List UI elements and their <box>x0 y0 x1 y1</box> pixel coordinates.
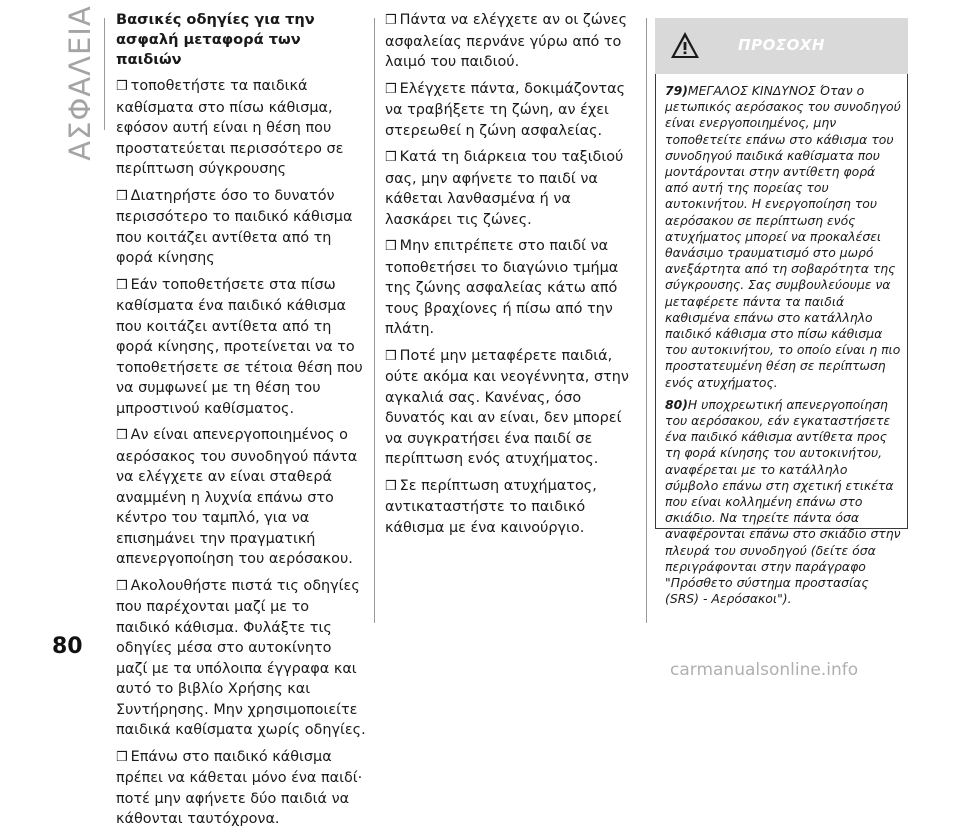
list-item <box>385 10 640 73</box>
list-item-text: Σε περίπτωση ατυχήματος, αντικαταστήστε το παιδικό κάθισμα με ένα καινούργιο. <box>385 477 597 536</box>
section-tab <box>62 5 98 161</box>
list-item <box>116 76 366 180</box>
checkbox-bullet-icon: ❒ <box>116 428 128 443</box>
checkbox-bullet-icon: ❒ <box>116 749 128 765</box>
list-item-text: Πάντα να ελέγχετε αν οι ζώνες ασφαλείας περνάνε γύρω από το λαιμό του παιδιού. <box>385 12 628 70</box>
list-item-text: Διατηρήστε όσο το δυνατόν περισσότερο το παιδικό κάθισμα που κοιτάζει αντίθετα από τη φορά κίνησης <box>116 187 353 266</box>
list-item-text: Ελέγχετε πάντα, δοκιμάζοντας να τραβήξετε τη ζώνη, αν έχει στερεωθεί η ζώνη ασφαλείας. <box>385 80 626 139</box>
checkbox-bullet-icon: ❒ <box>116 79 128 94</box>
column-2 <box>385 10 640 544</box>
column-1 <box>116 10 366 836</box>
checkbox-bullet-icon: ❒ <box>385 478 397 494</box>
list-item-text: Ακολουθήστε πιστά τις οδηγίες που παρέχονται μαζί με το παιδικό κάθισμα. Φυλάξτε τις οδηγίες μέσα στο αυτοκίνητο μαζί με τα υπόλοιπα έγγραφα και αυτό το βιβλίο Χρήσης και Συντήρησης. Μην χρησιμοποιείτε παιδικά καθίσματα χωρίς οδηγίες. <box>116 577 366 738</box>
warning-box <box>655 18 908 607</box>
note-text: Η υποχρεωτική απενεργοποίηση του αερόσακου, εάν εγκαταστήσετε ένα παιδικό κάθισμα αντίθετα προς τη φορά κίνησης του αυτοκινήτου, αναφέρεται με το κατάλληλο σύμβολο επάνω στη σχετική ετικέτα που είναι κολλημένη επάνω στο σκιάδιο. Να τηρείτε πάντα όσα αναφέρονται επάνω στο σκιάδιο στην πλευρά του συνοδηγού (δείτε όσα περιγράφονται στην παράγραφο "Πρόσθετο σύστημα προστασίας (SRS) - Αερόσακοι"). <box>665 396 901 607</box>
list-item <box>385 79 640 142</box>
section-label: ΑΣΦΑΛΕΙΑ <box>63 5 97 161</box>
footer-watermark: carmanualsonline.info <box>670 660 859 680</box>
checkbox-bullet-icon: ❒ <box>385 13 397 28</box>
list-item-text: τοποθετήστε τα παιδικά καθίσματα στο πίσω κάθισμα, εφόσον αυτή είναι η θέση που προστατεύεται περισσότερο σε περίπτωση σύγκρουσης <box>116 78 344 177</box>
column-divider <box>646 18 647 623</box>
checkbox-bullet-icon: ❒ <box>385 348 397 364</box>
checkbox-bullet-icon: ❒ <box>116 188 128 204</box>
list-item <box>116 576 366 741</box>
list-item <box>385 236 640 340</box>
warning-note <box>665 83 901 391</box>
side-divider <box>104 18 105 130</box>
warning-header <box>655 18 908 74</box>
checkbox-bullet-icon: ❒ <box>385 239 397 254</box>
list-item <box>385 346 640 470</box>
column-divider <box>374 18 375 623</box>
page-number: 80 <box>52 634 83 659</box>
section-heading: Βασικές οδηγίες για την ασφαλή μεταφορά των παιδιών <box>116 11 315 68</box>
list-item-text: Επάνω στο παιδικό κάθισμα πρέπει να κάθεται μόνο ένα παιδί· ποτέ μην αφήνετε δύο παιδιά να κάθονται ταυτόχρονα. <box>116 748 363 827</box>
warning-body <box>655 74 908 607</box>
note-number: 79) <box>665 83 688 98</box>
list-item-text: Ποτέ μην μεταφέρετε παιδιά, ούτε ακόμα και νεογέννητα, στην αγκαλιά σας. Κανένας, όσο δυνατός και αν είναι, δεν μπορεί να συγκρατήσει ένα παιδί σε περίπτωση ενός ατυχήματος. <box>385 347 629 467</box>
list-item <box>385 147 640 230</box>
warning-note <box>665 397 901 608</box>
list-item <box>116 747 366 830</box>
checkbox-bullet-icon: ❒ <box>385 81 397 97</box>
list-item-text: Κατά τη διάρκεια του ταξιδιού σας, μην αφήνετε το παιδί να κάθεται λανθασμένα ή να λασκάρει τις ζώνες. <box>385 149 624 228</box>
list-item <box>116 186 366 269</box>
warning-text <box>665 83 901 614</box>
list-item-text: Μην επιτρέπετε στο παιδί να τοποθετήσει το διαγώνιο τμήμα της ζώνης ασφαλείας κάτω από τους βραχίονες ή πίσω από την πλάτη. <box>385 238 619 337</box>
warning-title: ΠΡΟΣΟΧΗ <box>738 36 825 54</box>
checkbox-bullet-icon: ❒ <box>116 578 128 594</box>
note-text: ΜΕΓΑΛΟΣ ΚΙΝΔΥΝΟΣ Όταν ο μετωπικός αερόσακος του συνοδηγού είναι ενεργοποιημένος, μην τοποθετείτε επάνω στο κάθισμα του συνοδηγού παιδικά καθίσματα που μοντάρονται στην αντίθετη φορά από αυτή της πορείας του αυτοκινήτου. Η ενεργοποίηση του αερόσακου σε περίπτωση ενός ατυχήματος μπορεί να προκαλέσει θανάσιμο τραυματισμό στο μωρό ανεξάρτητα από τη σοβαρότητα της σύγκρουσης. Σας συμβουλεύουμε να μεταφέρετε πάντα τα παιδιά καθισμένα επάνω στο κατάλληλο παιδικό κάθισμα στο πίσω κάθισμα του αυτοκινήτου, το οποίο είναι η πιο προστατευμένη θέση σε περίπτωση ενός ατυχήματος. <box>665 83 901 390</box>
checkbox-bullet-icon: ❒ <box>116 277 128 293</box>
list-item <box>385 476 640 539</box>
list-item-text: Εάν τοποθετήσετε στα πίσω καθίσματα ένα παιδικό κάθισμα που κοιτάζει αντίθετα από τη φορά κίνησης, προτείνεται να το τοποθετήσετε σε τέτοια θέση που να συμφωνεί με τη θέση του μπροστινού καθίσματος. <box>116 276 363 417</box>
list-item <box>116 275 366 420</box>
checkbox-bullet-icon: ❒ <box>385 150 397 165</box>
note-number: 80) <box>665 396 688 412</box>
list-item <box>116 425 366 570</box>
list-item-text: Αν είναι απενεργοποιημένος ο αερόσακος του συνοδηγού πάντα να ελέγχετε αν είναι σταθερά αναμμένη η λυχνία επάνω στο κέντρο του ταμπλό, για να επισημάνει την πραγματική απενεργοποίηση του αερόσακου. <box>116 427 358 567</box>
